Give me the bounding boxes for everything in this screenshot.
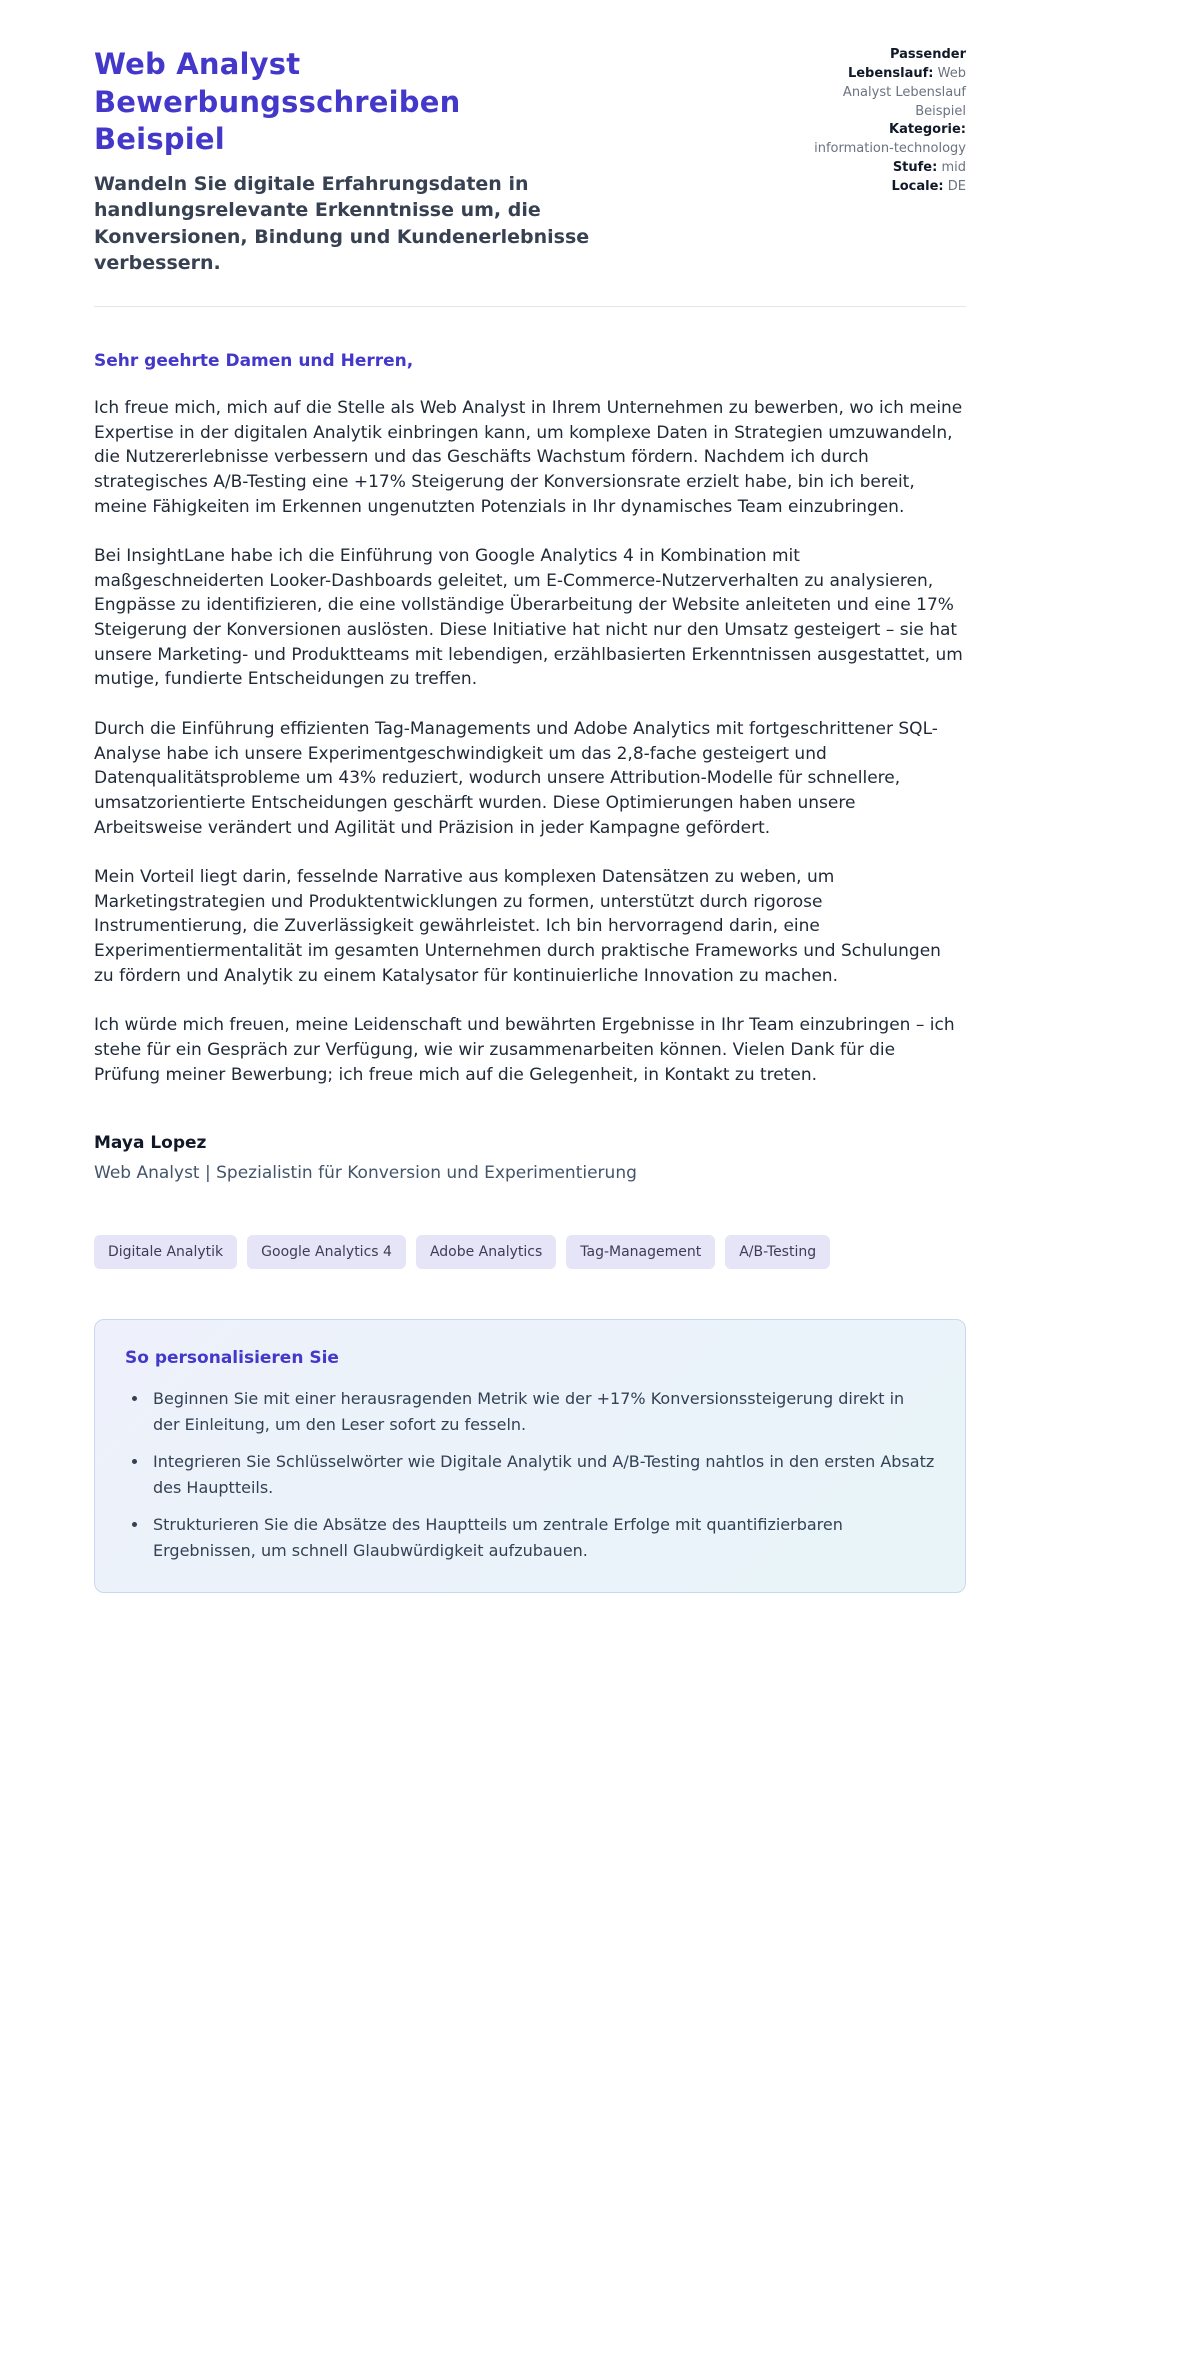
letter-greeting: Sehr geehrte Damen und Herren, — [94, 350, 414, 371]
signature-name: Maya Lopez — [94, 1133, 207, 1154]
meta-value: information-technology — [814, 141, 966, 157]
header — [94, 46, 966, 276]
tip-item: • Strukturieren Sie die Absätze des Hauptteils um zentrale Erfolge mit quantifizierbaren Ergebnissen, um schnell Glaubwürdigkeit aufzubauen. — [149, 1512, 935, 1564]
page-title: Web Analyst Bewerbungsschreiben Beispiel — [94, 47, 461, 157]
meta-label: Passender Lebenslauf: — [847, 47, 966, 81]
meta-label: Kategorie: — [889, 122, 966, 138]
header-divider — [94, 306, 966, 307]
meta-value: Web Analyst Lebenslauf Beispiel — [842, 65, 966, 119]
signature-role: Web Analyst | Spezialistin für Konversion und Experimentierung — [94, 1163, 637, 1184]
tips-title: So personalisieren Sie — [125, 1348, 339, 1369]
meta-value: DE — [947, 178, 966, 194]
letter-paragraph: Mein Vorteil liegt darin, fesselnde Narrative aus komplexen Datensätzen zu weben, um Marketingstrategien und Produktentwicklungen zu formen, unterstützt durch rigorose Instrumentierung, die Zuverlässigkeit gewährleistet. Ich bin hervorragend darin, eine Experimentiermentalität im gesamten Unternehmen durch praktische Frameworks und Schulungen zu fördern und Analytik zu einem Katalysator für kontinuierliche Innovation zu machen. — [94, 867, 941, 986]
tag-chip-digitale-analytik[interactable]: Digitale Analytik — [94, 1235, 237, 1269]
tips-list — [125, 1386, 935, 1563]
meta-panel — [814, 46, 966, 197]
personalization-tips-box — [94, 1319, 966, 1592]
page — [94, 0, 966, 1653]
letter-paragraph: Bei InsightLane habe ich die Einführung von Google Analytics 4 in Kombination mit maßgeschneiderten Looker-Dashboards geleitet, um E-Commerce-Nutzerverhalten zu analysieren, Engpässe zu identifizieren, die eine vollständige Überarbeitung der Website anleiteten und eine 17% Steigerung der Konversionen auslösten. Diese Initiative hat nicht nur den Umsatz gesteigert – sie hat unsere Marketing- und Produktteams mit lebendigen, erzählbasierten Erkenntnissen ausgestattet, um mutige, fundierte Entscheidungen zu treffen. — [94, 546, 963, 690]
meta-row-matching-resume — [814, 46, 966, 121]
page-subtitle: Wandeln Sie digitale Erfahrungsdaten in handlungsrelevante Erkenntnisse um, die Konversionen, Bindung und Kundenerlebnisse verbessern. — [94, 173, 590, 274]
letter-paragraph: Ich freue mich, mich auf die Stelle als Web Analyst in Ihrem Unternehmen zu bewerben, wo ich meine Expertise in der digitalen Analytik einbringen kann, um komplexe Daten in Strategien umzuwandeln, die Nutzererlebnisse verbessern und das Geschäfts Wachstum fördern. Nachdem ich durch strategisches A/B-Testing eine +17% Steigerung der Konversionsrate erzielt habe, bin ich bereit, meine Fähigkeiten im Erkennen ungenutzten Potenzials in Ihr dynamisches Team einzubringen. — [94, 397, 963, 517]
meta-label: Locale: — [891, 178, 944, 194]
letter-body — [94, 351, 966, 1183]
tag-chip-ab-testing[interactable]: A/B-Testing — [725, 1235, 830, 1269]
letter-paragraph: Ich würde mich freuen, meine Leidenschaft und bewährten Ergebnisse in Ihr Team einzubringen – ich stehe für ein Gespräch zur Verfügung, wie wir zusammenarbeiten können. Vielen Dank für die Prüfung meiner Bewerbung; ich freue mich auf die Gelegenheit, in Kontakt zu treten. — [94, 1015, 955, 1085]
letter-paragraph: Durch die Einführung effizienten Tag-Managements und Adobe Analytics mit fortgeschrittener SQL-Analyse habe ich unsere Experimentgeschwindigkeit um das 2,8-fache gesteigert und Datenqualitätsprobleme um 43% reduziert, wodurch unsere Attribution-Modelle für schnellere, umsatzorientierte Entscheidungen geschärft wurden. Diese Optimierungen haben unsere Arbeitsweise verändert und Agilität und Präzision in jeder Kampagne gefördert. — [94, 718, 938, 838]
meta-row-locale — [814, 178, 966, 197]
meta-label: Stufe: — [892, 160, 938, 176]
tag-chip-google-analytics-4[interactable]: Google Analytics 4 — [247, 1235, 406, 1269]
tag-chip-adobe-analytics[interactable]: Adobe Analytics — [416, 1235, 556, 1269]
header-left — [94, 46, 594, 276]
meta-row-category — [814, 121, 966, 159]
tags-row — [94, 1235, 966, 1269]
meta-row-level — [814, 159, 966, 178]
tag-chip-tag-management[interactable]: Tag-Management — [566, 1235, 715, 1269]
meta-value: mid — [941, 160, 966, 176]
tip-item: • Beginnen Sie mit einer herausragenden Metrik wie der +17% Konversionssteigerung direkt in der Einleitung, um den Leser sofort zu fesseln. — [149, 1386, 935, 1438]
tip-item: • Integrieren Sie Schlüsselwörter wie Digitale Analytik und A/B-Testing nahtlos in den ersten Absatz des Hauptteils. — [149, 1449, 935, 1501]
